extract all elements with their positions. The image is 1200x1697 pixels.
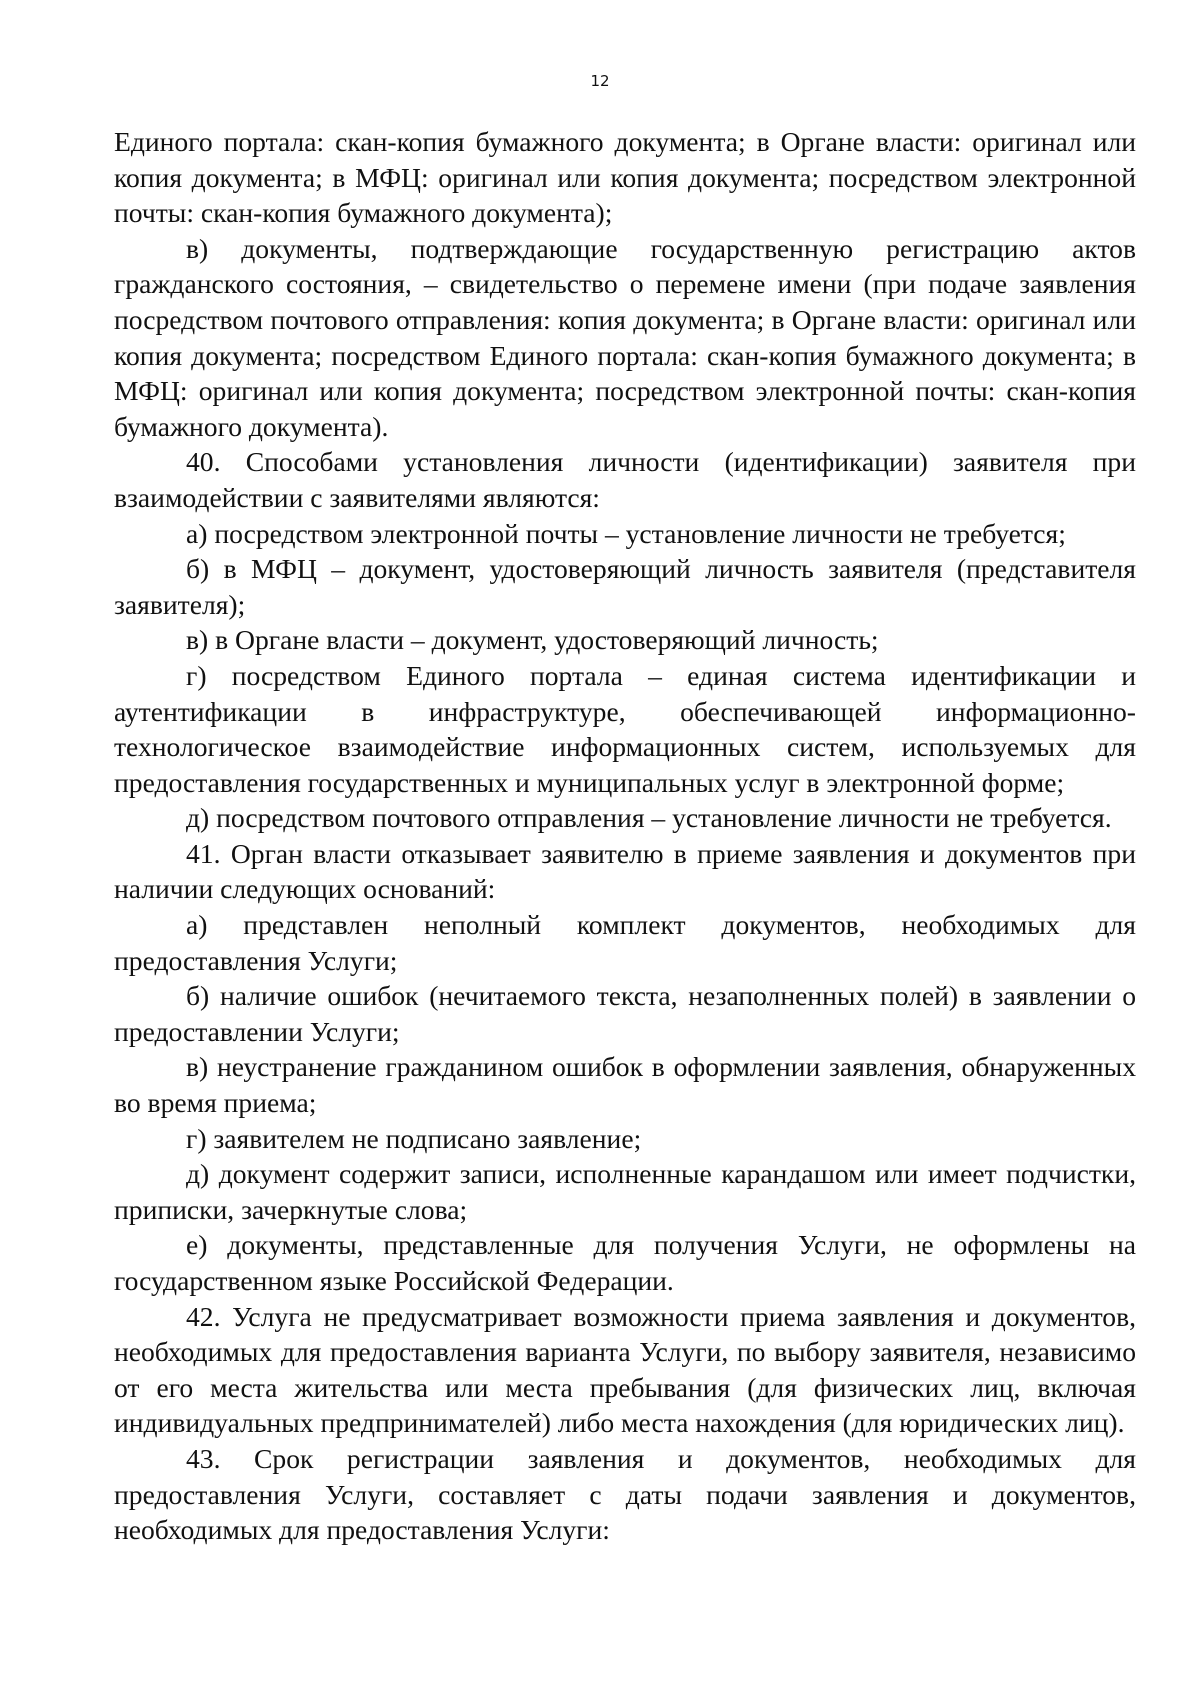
paragraph-41-d: д) документ содержит записи, исполненные карандашом или имеет подчистки, приписки, зачеркнутые слова; bbox=[114, 1158, 1136, 1225]
paragraph-40: 40. Способами установления личности (идентификации) заявителя при взаимодействии с заявителями являются: bbox=[114, 446, 1136, 513]
paragraph-40-v: в) в Органе власти – документ, удостоверяющий личность; bbox=[186, 624, 879, 656]
paragraph-41: 41. Орган власти отказывает заявителю в приеме заявления и документов при наличии следующих оснований: bbox=[114, 837, 1136, 905]
page-number: 12 bbox=[590, 72, 610, 90]
paragraph-40-b: б) в МФЦ – документ, удостоверяющий личность заявителя (представителя заявителя); bbox=[114, 553, 1136, 620]
paragraph-41-a: а) представлен неполный комплект документов, необходимых для предоставления Услуги; bbox=[114, 909, 1136, 976]
paragraph-41-e: е) документы, представленные для получения Услуги, не оформлены на государственном языке Российской Федерации. bbox=[114, 1229, 1136, 1296]
paragraph-40-a: а) посредством электронной почты – установление личности не требуется; bbox=[186, 517, 1066, 549]
document-body bbox=[114, 124, 1136, 1548]
paragraph-41-g: г) заявителем не подписано заявление; bbox=[186, 1122, 642, 1154]
paragraph-41-v: в) неустранение гражданином ошибок в оформлении заявления, обнаруженных во время приема; bbox=[114, 1051, 1136, 1119]
paragraph-43: 43. Срок регистрации заявления и документов, необходимых для предоставления Услуги, составляет с даты подачи заявления и документов, необходимых для предоставления Услуги: bbox=[114, 1442, 1136, 1546]
paragraph-42: 42. Услуга не предусматривает возможности приема заявления и документов, необходимых для предоставления варианта Услуги, по выбору заявителя, независимо от его места жительства или места пребывания (для физических лиц, включая индивидуальных предпринимателей) либо места нахождения (для юридических лиц). bbox=[114, 1300, 1136, 1439]
paragraph-40-g: г) посредством Единого портала – единая система идентификации и аутентификации в инфраструктуре, обеспечивающей информационно-технологическое взаимодействие информационных систем, используемых для предоставления государственных и муниципальных услуг в электронной форме; bbox=[114, 659, 1136, 798]
paragraph-continuation: Единого портала: скан-копия бумажного документа; в Органе власти: оригинал или копия документа; в МФЦ: оригинал или копия документа; посредством электронной почты: скан-копия бумажного документа); bbox=[114, 126, 1136, 229]
paragraph-item-v-name-change: в) документы, подтверждающие государственную регистрацию актов гражданского состояния, – свидетельство о перемене имени (при подаче заявления посредством почтового отправления: копия документа; в Органе власти: оригинал или копия документа; посредством Единого портала: скан-копия бумажного документа; в МФЦ: оригинал или копия документа; посредством электронной почты: скан-копия бумажного документа). bbox=[114, 232, 1136, 442]
paragraph-41-b: б) наличие ошибок (нечитаемого текста, незаполненных полей) в заявлении о предоставлении Услуги; bbox=[114, 980, 1136, 1047]
paragraph-40-d: д) посредством почтового отправления – установление личности не требуется. bbox=[186, 802, 1112, 834]
